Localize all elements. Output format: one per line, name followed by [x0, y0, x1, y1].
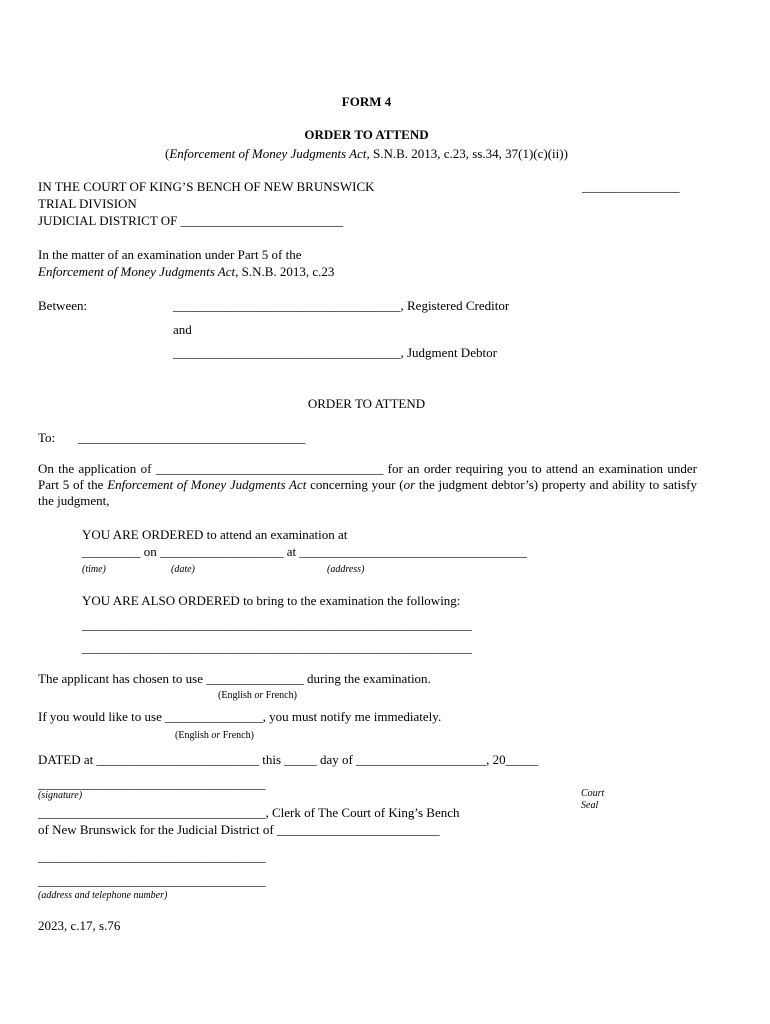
- court-line-2: TRIAL DIVISION: [38, 196, 137, 211]
- attend-line-1: YOU ARE ORDERED to attend an examination at: [82, 527, 348, 542]
- hint-or: or: [254, 690, 264, 701]
- time-label: (time): [82, 564, 106, 575]
- address-label: (address): [327, 564, 365, 575]
- court-file-number-blank: _______________: [582, 179, 680, 194]
- application-paragraph: [38, 461, 697, 509]
- application-or: or: [403, 477, 416, 492]
- form-title: ORDER TO ATTEND: [304, 127, 429, 142]
- matter-line-1: In the matter of an examination under Part 5 of the: [38, 247, 302, 262]
- bring-line-1: YOU ARE ALSO ORDERED to bring to the examination the following:: [82, 593, 461, 608]
- notify-hint-english: (English: [175, 730, 212, 741]
- application-part-2: concerning your (: [306, 477, 404, 492]
- date-label: (date): [171, 564, 195, 575]
- bring-blank-2: ____________________________________________________________: [82, 640, 472, 655]
- bring-blank-1: ____________________________________________________________: [82, 617, 472, 632]
- matter-line-2: [38, 264, 334, 280]
- court-seal: [581, 788, 604, 812]
- matter-act-rest: , S.N.B. 2013, c.23: [235, 264, 335, 279]
- hint-french: French): [263, 690, 297, 701]
- dated-line: DATED at _________________________ this _____ day of ____________________, 20_____: [38, 752, 539, 767]
- between-label: Between:: [38, 298, 88, 313]
- order-heading: ORDER TO ATTEND: [307, 396, 426, 411]
- form-number: FORM 4: [341, 94, 392, 109]
- address-blank-2: ___________________________________: [38, 873, 266, 888]
- language-notify: If you would like to use _______________, you must notify me immediately.: [38, 709, 442, 724]
- to-label: To:: [38, 430, 56, 445]
- registered-creditor-line: ___________________________________, Registered Creditor: [173, 298, 510, 313]
- address-blank-1: ___________________________________: [38, 849, 266, 864]
- judgment-debtor-line: ___________________________________, Judgment Debtor: [173, 345, 497, 360]
- attend-line-2: _________ on ___________________ at ___________________________________: [82, 544, 527, 559]
- court-line-1: IN THE COURT OF KING’S BENCH OF NEW BRUNSWICK: [38, 179, 375, 194]
- language-chosen: The applicant has chosen to use _______________ during the examination.: [38, 671, 431, 686]
- and-label: and: [173, 322, 192, 337]
- clerk-line-2: of New Brunswick for the Judicial District of _________________________: [38, 822, 440, 837]
- matter-act: Enforcement of Money Judgments Act: [38, 264, 236, 279]
- signature-label: (signature): [38, 790, 83, 801]
- seal-line-2: Seal: [581, 800, 599, 811]
- seal-line-1: Court: [581, 788, 605, 799]
- hint-english: (English: [218, 690, 255, 701]
- language-notify-hint: [175, 728, 254, 744]
- application-part-1: On the application of ___________________________________ for an order requiring you to attend an examination under Part 5 of the: [38, 461, 697, 492]
- form-citation: (Enforcement of Money Judgments Act, S.N.B. 2013, c.23, ss.34, 37(1)(c)(ii)): [165, 146, 568, 161]
- notify-hint-or: or: [211, 730, 221, 741]
- court-judicial-district: JUDICIAL DISTRICT OF _________________________: [38, 213, 344, 228]
- signature-blank: ___________________________________: [38, 776, 266, 791]
- address-telephone-label: (address and telephone number): [38, 890, 168, 901]
- to-blank: ___________________________________: [78, 430, 306, 445]
- application-part-3: the judgment debtor’s) property and ability to satisfy the judgment,: [38, 477, 698, 508]
- footer-citation: 2023, c.17, s.76: [38, 918, 121, 933]
- application-act: Enforcement of Money Judgments Act: [107, 477, 307, 492]
- citation-rest: , S.N.B. 2013, c.23, ss.34, 37(1)(c)(ii): [366, 146, 564, 161]
- clerk-line-1: ___________________________________, Clerk of The Court of King’s Bench: [38, 805, 460, 820]
- language-chosen-hint: [218, 688, 297, 704]
- notify-hint-french: French): [220, 730, 254, 741]
- citation-act: Enforcement of Money Judgments Act: [169, 146, 367, 161]
